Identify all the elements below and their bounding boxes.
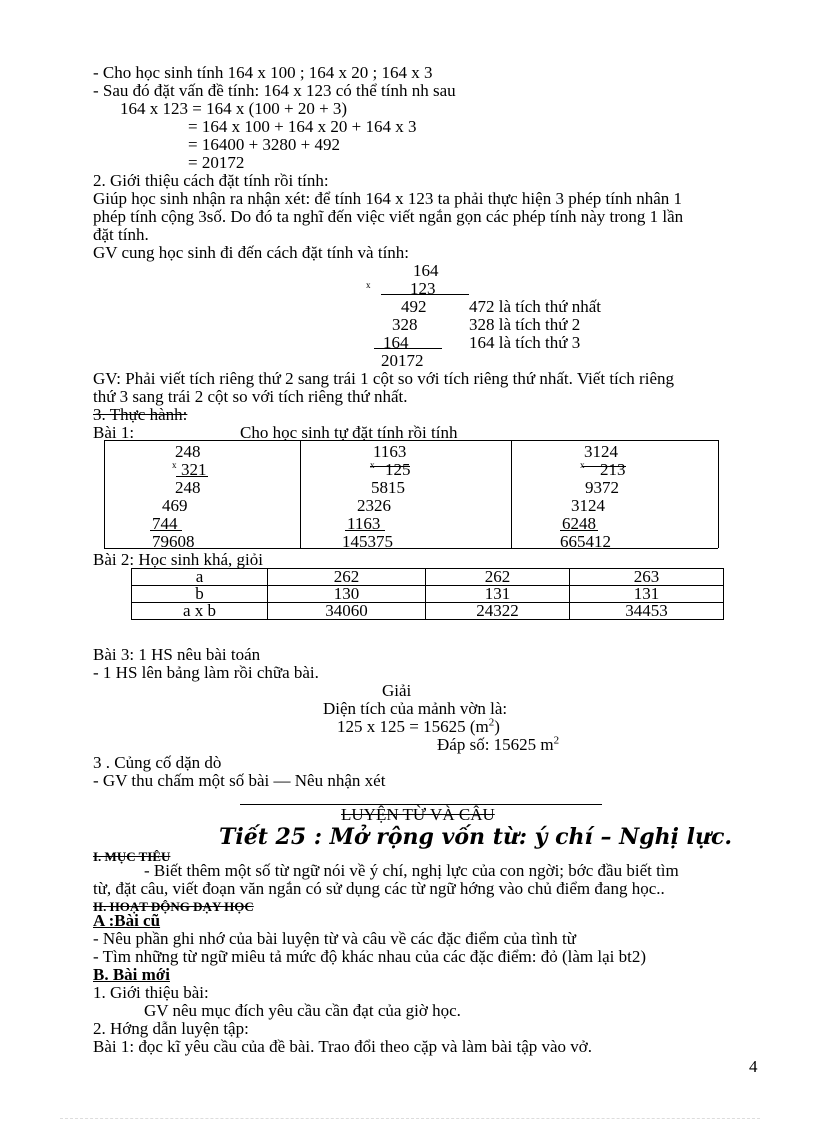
bai3-answer [437, 736, 559, 754]
mult-partial-1: 492 [401, 297, 427, 316]
page-number: 4 [749, 1057, 758, 1076]
bai1-c2-p2: 2326 [357, 496, 391, 515]
bai3-dien-tich: Diện tích của mảnh vờn là: [323, 699, 508, 718]
practice-title: 3. Thực hành: [93, 405, 188, 424]
bai3-giai: Giải [382, 681, 412, 700]
table-cell: 263 [570, 569, 724, 586]
bai3-calc [337, 718, 500, 736]
mult-note-3: 164 là tích thứ 3 [469, 333, 581, 352]
bai3-answer-main: Đáp số: 15625 m [437, 735, 554, 754]
mult-result: 20172 [381, 351, 424, 370]
table-cell: 34453 [570, 603, 724, 620]
bai1-c3-p1: 9372 [585, 478, 619, 497]
bai1-c3-p3: 6248 [562, 514, 596, 533]
bai3-calc-sup: 2 [488, 716, 495, 729]
table-cell: 131 [570, 586, 724, 603]
bai1-c2-p1: 5815 [371, 478, 405, 497]
bai1-c1-line [176, 476, 208, 477]
bai1-c1-line-2 [150, 530, 182, 531]
lesson-heading-objectives: I. MỤC TIÊU [93, 849, 171, 864]
bai1-c2-result: 145375 [342, 532, 393, 551]
mult-top: 164 [413, 261, 439, 280]
lesson-b-line-1: 1. Giới thiệu bài: [93, 983, 209, 1002]
section2-paragraph-2: phép tính cộng 3số. Do đó ta nghĩ đến việc viết ngắn gọn các phép tính này trong 1 lần [93, 207, 684, 226]
bai1-box-right [718, 440, 719, 548]
bai1-c3-x: x [580, 460, 585, 470]
section2-title: 2. Giới thiệu cách đặt tính rồi tính: [93, 171, 329, 190]
bai3-calc-end: ) [494, 717, 500, 736]
intro-line-4: = 164 x 100 + 164 x 20 + 164 x 3 [188, 117, 417, 136]
bai1-c3-result: 665412 [560, 532, 611, 551]
mult-note-2: 328 là tích thứ 2 [469, 315, 581, 334]
table-row [132, 569, 724, 586]
bai1-c2-line [370, 466, 410, 467]
wrap-line-2: - GV thu chấm một số bài — Nêu nhận xét [93, 771, 386, 790]
bai1-c2-line-2 [345, 530, 385, 531]
lesson-subject: LUYỆN TỪ VÀ CÂU [341, 805, 495, 824]
bai3-line-2: - 1 HS lên bảng làm rồi chữa bài. [93, 663, 319, 682]
table-cell: 130 [268, 586, 426, 603]
table-cell: b [132, 586, 268, 603]
bai1-c2-b: 125 [385, 460, 411, 479]
table-cell: 262 [268, 569, 426, 586]
gv-note-1: GV: Phải viết tích riêng thứ 2 sang trái 1 cột so với tích riêng thứ nhất. Viết tích riêng [93, 369, 674, 388]
page-footer-line [60, 1118, 760, 1119]
bai1-c3-b: 213 [600, 460, 626, 479]
bai1-box-div-1 [300, 440, 301, 548]
lesson-b-line-3: 2. Hớng dẫn luyện tập: [93, 1019, 249, 1038]
lesson-objective-1: - Biết thêm một số từ ngữ nói về ý chí, nghị lực của con ngời; bớc đầu biết tìm [144, 861, 679, 880]
section2-paragraph-3: đặt tính. [93, 225, 149, 244]
bai3-answer-sup: 2 [553, 734, 560, 747]
intro-line-5: = 16400 + 3280 + 492 [188, 135, 341, 154]
bai1-c2-p3: 1163 [347, 514, 381, 533]
mult-note-1: 472 là tích thứ nhất [469, 297, 601, 316]
lesson-a-title: A :Bài cũ [93, 911, 161, 930]
bai1-c3-line [582, 466, 626, 467]
bai1-box-left [104, 440, 105, 548]
bai1-c1-p3: 744 [152, 514, 178, 533]
bai2-table [131, 568, 724, 620]
bai1-c3-line-2 [560, 530, 598, 531]
bai1-c3-a: 3124 [584, 442, 618, 461]
bai1-c1-p1: 248 [175, 478, 201, 497]
table-cell: 24322 [426, 603, 570, 620]
gv-note-2: thứ 3 sang trái 2 cột so với tích riêng thứ nhất. [93, 387, 408, 406]
bai1-c1-b: 321 [181, 460, 207, 479]
bai3-line-1: Bài 3: 1 HS nêu bài toán [93, 645, 261, 664]
table-cell: 34060 [268, 603, 426, 620]
intro-line-1: - Cho học sinh tính 164 x 100 ; 164 x 20 ; 164 x 3 [93, 63, 433, 82]
lesson-heading-activities: II. HOẠT ĐỘNG DẠY HỌC [93, 899, 254, 914]
bai1-c1-x: x [172, 460, 177, 470]
mult-second: 123 [410, 279, 436, 298]
lesson-a-line-1: - Nêu phần ghi nhớ của bài luyện từ và câu về các đặc điểm của tình từ [93, 929, 576, 948]
table-row [132, 586, 724, 603]
intro-line-2: - Sau đó đặt vấn đề tính: 164 x 123 có thể tính nh sau [93, 81, 456, 100]
bai1-c1-p2: 469 [162, 496, 188, 515]
wrap-line-1: 3 . Củng cố dặn dò [93, 753, 222, 772]
lesson-b-title: B. Bài mới [93, 965, 170, 984]
lesson-b-line-2: GV nêu mục đích yêu cầu cần đạt của giờ học. [144, 1001, 461, 1020]
mult-line-1 [381, 294, 469, 295]
lesson-title: Tiết 25 : Mở rộng vốn từ: ý chí – Nghị lực. [219, 824, 733, 850]
section2-paragraph-1: Giúp học sinh nhận ra nhận xét: để tính 164 x 123 ta phải thực hiện 3 phép tính nhân 1 [93, 189, 682, 208]
bai1-box-top [104, 440, 718, 441]
section2-paragraph-4: GV cung học sinh đi đến cách đặt tính và tính: [93, 243, 410, 262]
bai1-c3-p2: 3124 [571, 496, 605, 515]
bai1-c2-a: 1163 [373, 442, 407, 461]
bai2-label: Bài 2: Học sinh khá, giỏi [93, 550, 263, 569]
lesson-b-line-4: Bài 1: đọc kĩ yêu cầu của đề bài. Trao đổi theo cặp và làm bài tập vào vở. [93, 1037, 593, 1056]
bai1-box-div-2 [511, 440, 512, 548]
mult-partial-3: 164 [383, 333, 409, 352]
intro-line-3: 164 x 123 = 164 x (100 + 20 + 3) [120, 99, 348, 118]
table-cell: a x b [132, 603, 268, 620]
intro-line-6: = 20172 [188, 153, 245, 172]
bai1-c1-a: 248 [175, 442, 201, 461]
bai1-box-bottom [104, 548, 718, 549]
bai1-c2-x: x [370, 460, 375, 470]
lesson-objective-2: từ, đặt câu, viết đoạn văn ngắn có sử dụng các từ ngữ hớng vào chủ điểm đang học.. [93, 879, 665, 898]
mult-partial-2: 328 [392, 315, 418, 334]
table-cell: 262 [426, 569, 570, 586]
bai1-label: Bài 1: [93, 423, 135, 442]
bai3-calc-main: 125 x 125 = 15625 (m [337, 717, 489, 736]
lesson-a-line-2: - Tìm những từ ngữ miêu tả mức độ khác nhau của các đặc điểm: đỏ (làm lại bt2) [93, 947, 646, 966]
table-cell: 131 [426, 586, 570, 603]
mult-times-sign: x [366, 280, 371, 290]
bai1-c1-result: 79608 [152, 532, 195, 551]
bai1-text: Cho học sinh tự đặt tính rồi tính [240, 423, 458, 442]
mult-line-2 [374, 348, 442, 349]
table-cell: a [132, 569, 268, 586]
table-row [132, 603, 724, 620]
